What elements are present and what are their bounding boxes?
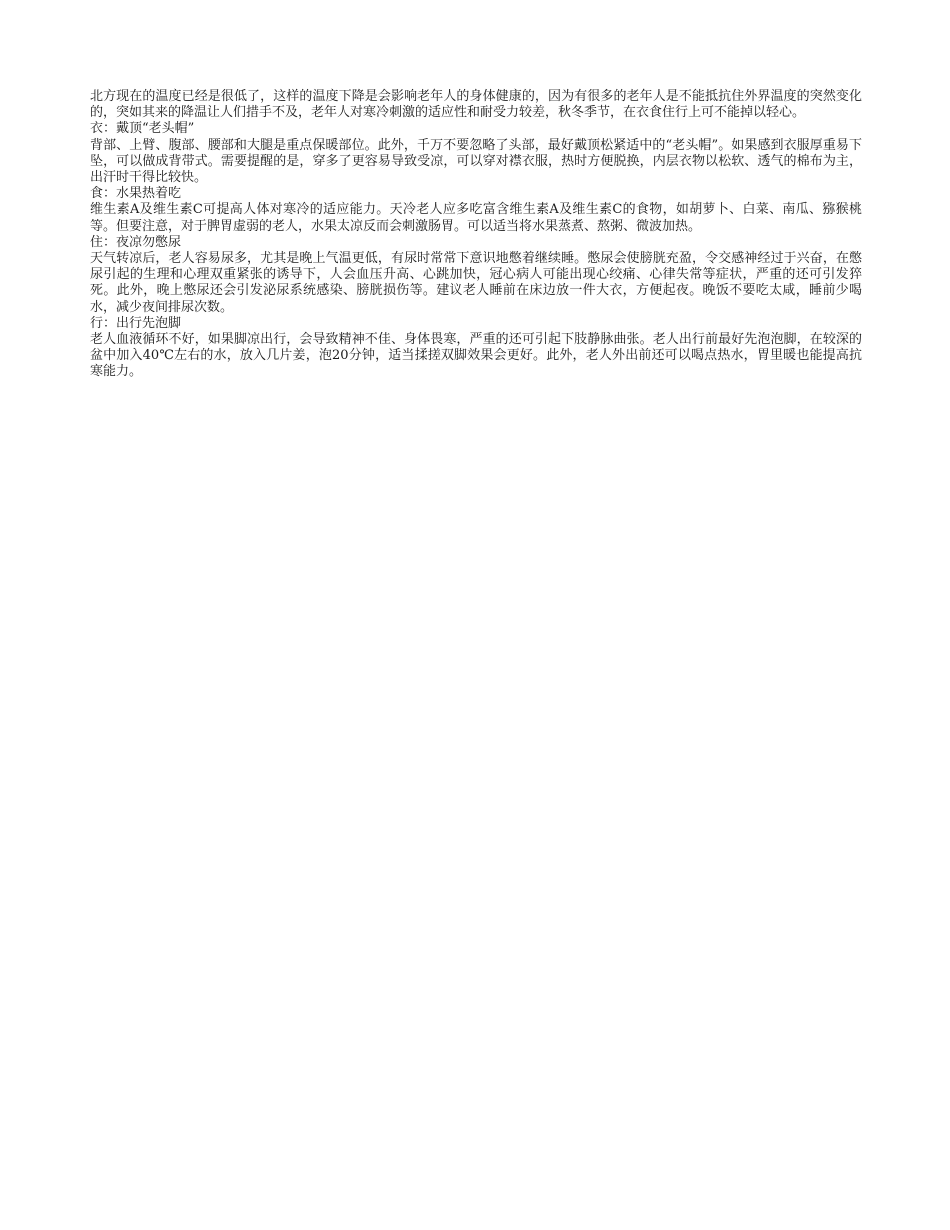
section-body-food: 维生素A及维生素C可提高人体对寒冷的适应能力。天冷老人应多吃富含维生素A及维生素C的食物，如胡萝卜、白菜、南瓜、猕猴桃等。但要注意，对于脾胃虚弱的老人，水果太凉反而会刺激肠胃。可以适当将水果蒸煮、熬粥、微波加热。 — [90, 202, 862, 234]
article — [90, 89, 862, 381]
section-heading-housing: 住：夜凉勿憋尿 — [90, 234, 182, 250]
section-heading-travel: 行：出行先泡脚 — [90, 315, 182, 331]
intro-paragraph: 北方现在的温度已经是很低了，这样的温度下降是会影响老年人的身体健康的，因为有很多的老年人是不能抵抗住外界温度的突然变化的，突如其来的降温让人们措手不及，老年人对寒冷刺激的适应性和耐受力较差，秋冬季节，在衣食住行上可不能掉以轻心。 — [90, 89, 862, 121]
section-heading-food: 食：水果热着吃 — [90, 186, 182, 202]
section-heading-clothing: 衣：戴顶“老头帽” — [90, 121, 195, 137]
section-body-travel: 老人血液循环不好，如果脚凉出行，会导致精神不佳、身体畏寒，严重的还可引起下肢静脉曲张。老人出行前最好先泡泡脚，在较深的盆中加入40℃左右的水，放入几片姜，泡20分钟，适当揉搓双脚效果会更好。此外，老人外出前还可以喝点热水，胃里暖也能提高抗寒能力。 — [90, 332, 862, 380]
section-body-clothing: 背部、上臂、腹部、腰部和大腿是重点保暖部位。此外，千万不要忽略了头部，最好戴顶松紧适中的“老头帽”。如果感到衣服厚重易下坠，可以做成背带式。需要提醒的是，穿多了更容易导致受凉，可以穿对襟衣服，热时方便脱换，内层衣物以松软、透气的棉布为主，出汗时干得比较快。 — [90, 137, 862, 186]
section-body-housing: 天气转凉后，老人容易尿多，尤其是晚上气温更低，有尿时常常下意识地憋着继续睡。憋尿会使膀胱充盈，令交感神经过于兴奋，在憋尿引起的生理和心理双重紧张的诱导下，人会血压升高、心跳加快，冠心病人可能出现心绞痛、心律失常等症状，严重的还可引发猝死。此外，晚上憋尿还会引发泌尿系统感染、膀胱损伤等。建议老人睡前在床边放一件大衣，方便起夜。晚饭不要吃太咸，睡前少喝水，减少夜间排尿次数。 — [90, 251, 862, 315]
